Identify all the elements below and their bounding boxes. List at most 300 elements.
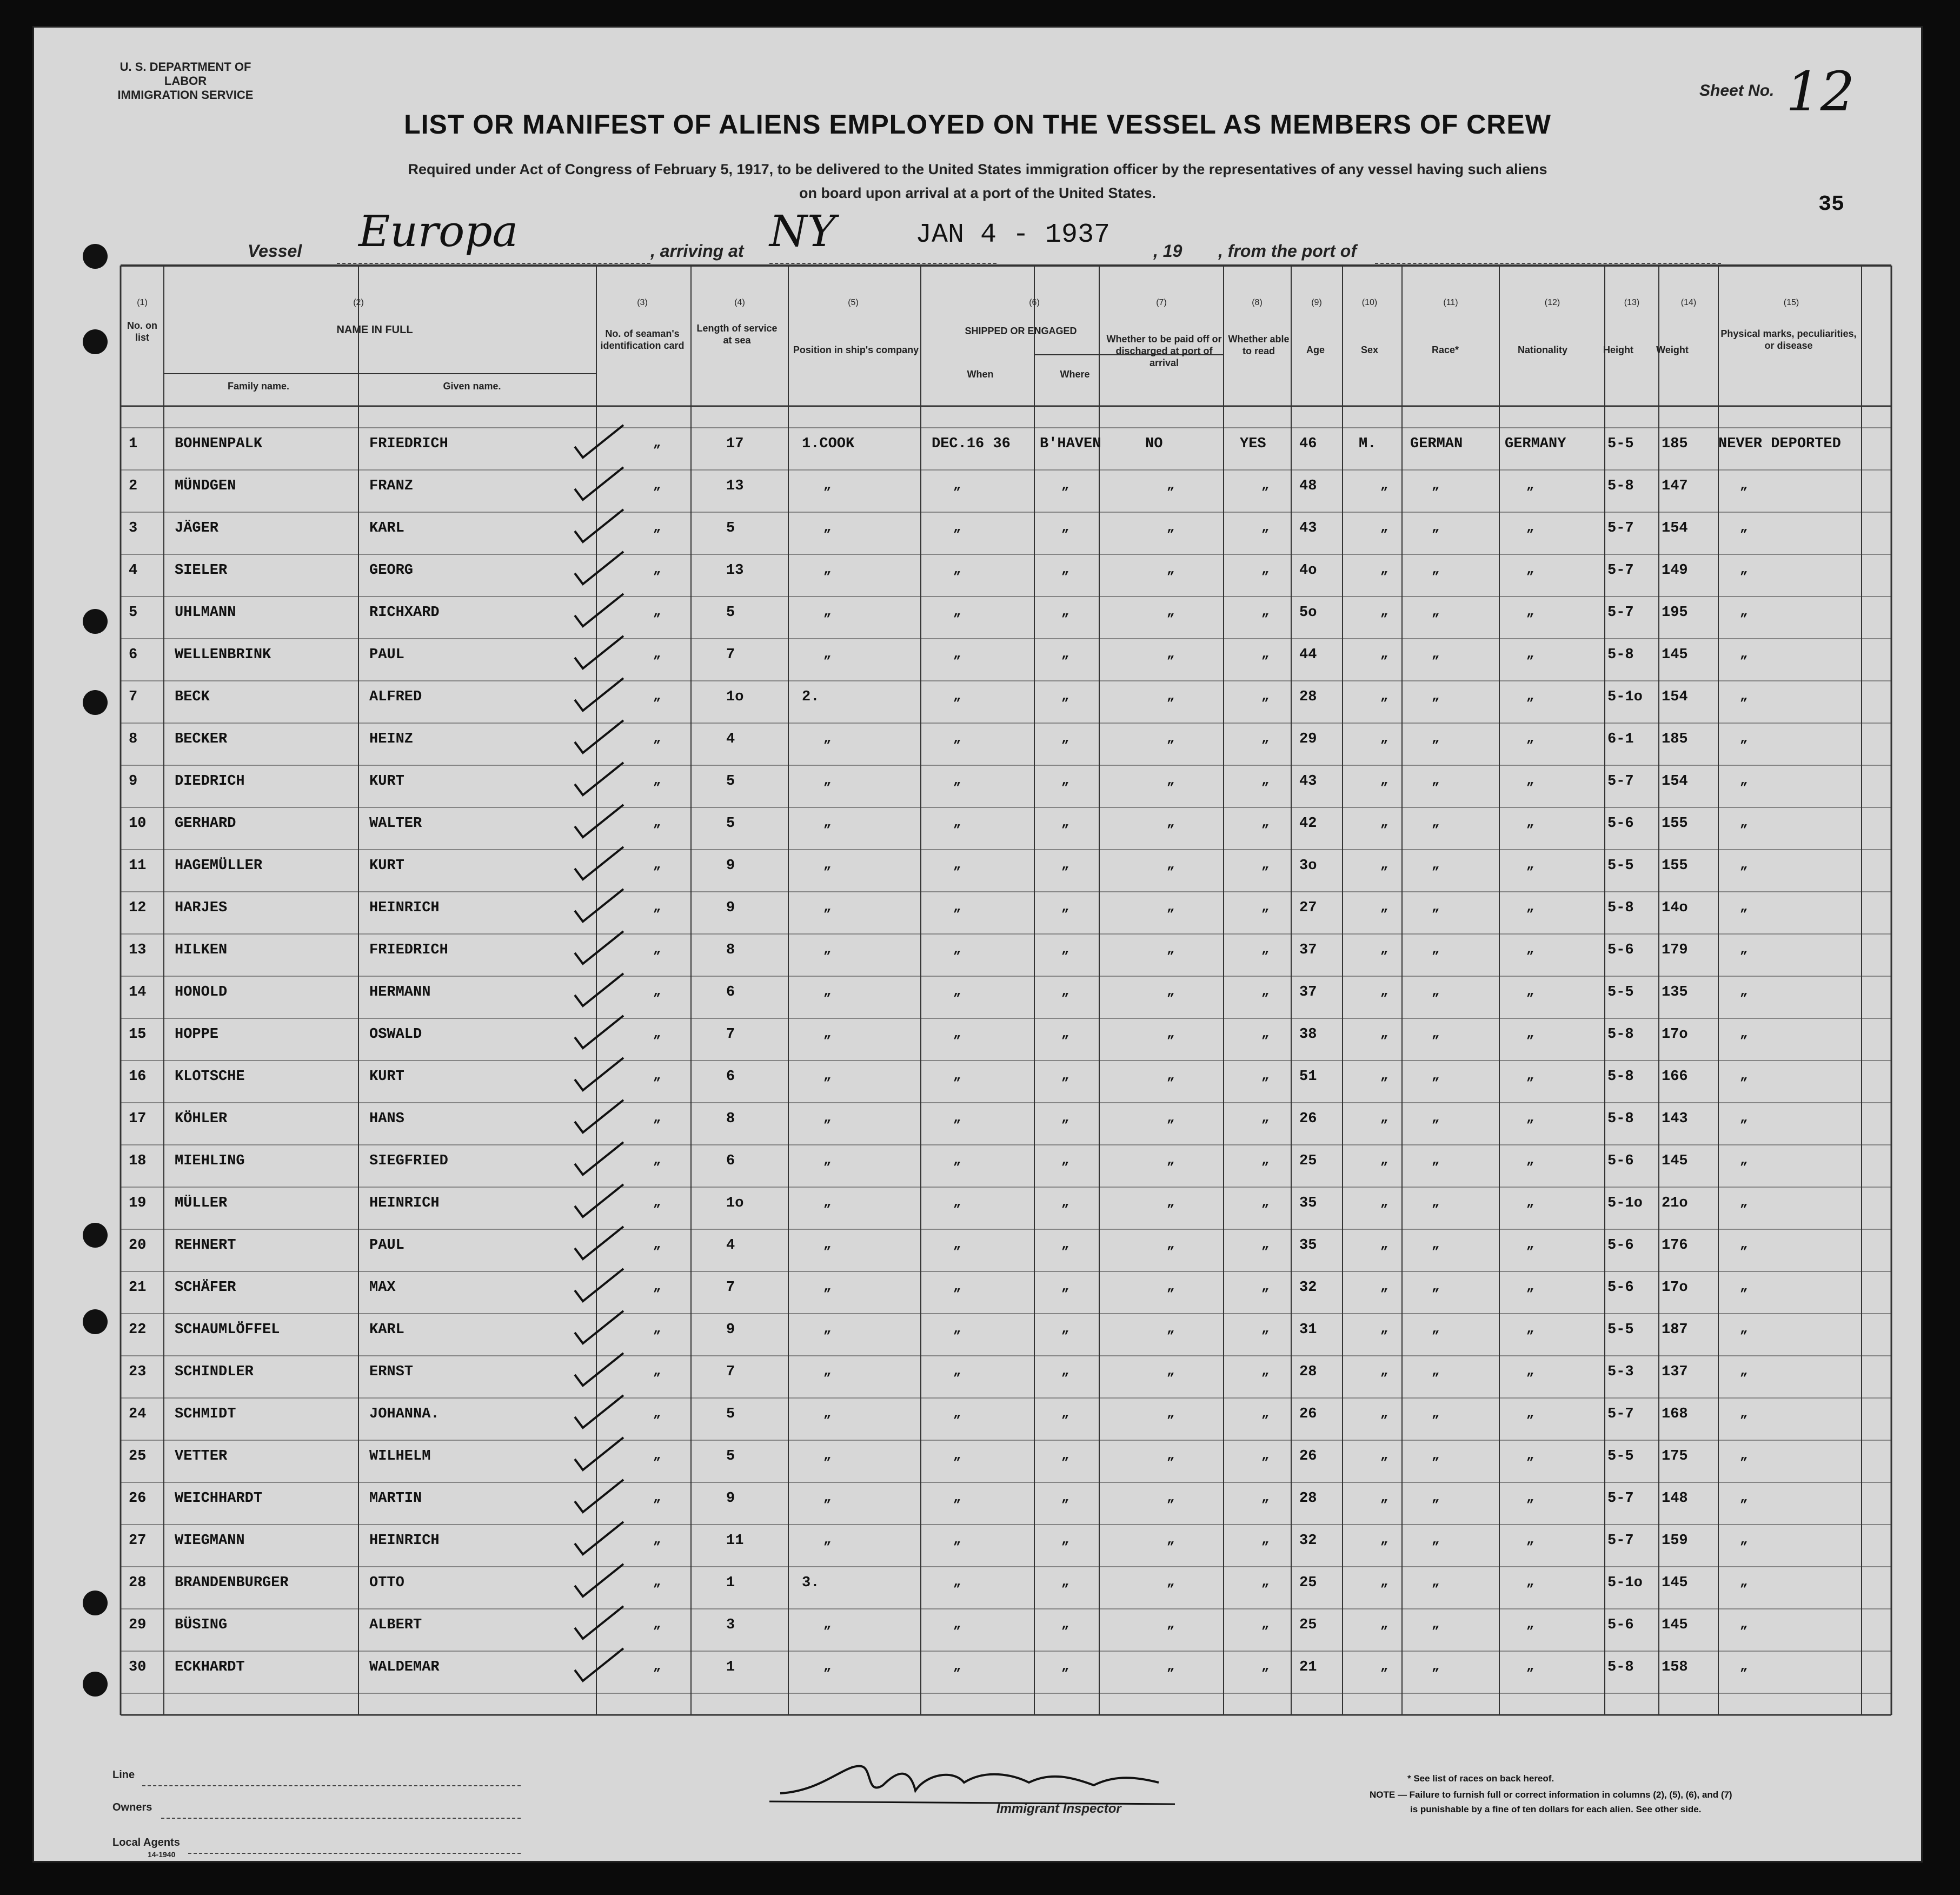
check-mark <box>575 931 623 964</box>
cell-sex: „ <box>1380 1069 1388 1083</box>
cell-age: 31 <box>1299 1322 1317 1338</box>
footnote-races: * See list of races on back hereof. <box>1407 1773 1554 1784</box>
cell-position: „ <box>823 1069 832 1083</box>
cell-card: „ <box>653 1659 661 1674</box>
cell-given: RICHXARD <box>369 605 440 621</box>
cell-position: „ <box>823 900 832 915</box>
cell-position: „ <box>823 731 832 746</box>
cell-read: „ <box>1261 478 1270 493</box>
cell-paid: „ <box>1167 900 1175 915</box>
cell-service: 7 <box>726 1364 735 1380</box>
cell-race: „ <box>1432 1490 1440 1505</box>
cell-read: „ <box>1261 1069 1270 1083</box>
check-mark <box>575 973 623 1006</box>
cell-physical: NEVER DEPORTED <box>1718 436 1841 452</box>
cell-race: „ <box>1432 1575 1440 1589</box>
cell-no: 26 <box>129 1490 147 1507</box>
cell-family: SCHINDLER <box>175 1364 254 1380</box>
cell-read: „ <box>1261 1617 1270 1632</box>
cell-position: „ <box>823 1490 832 1505</box>
cell-read: „ <box>1261 1659 1270 1674</box>
check-mark <box>575 1058 623 1090</box>
cell-nationality: „ <box>1526 1322 1534 1336</box>
cell-read: „ <box>1261 942 1270 957</box>
cell-weight: 145 <box>1662 1617 1688 1633</box>
cell-paid: „ <box>1167 816 1175 830</box>
cell-family: HAGEMÜLLER <box>175 858 263 874</box>
cell-race: „ <box>1432 1153 1440 1168</box>
cell-given: MAX <box>369 1280 396 1296</box>
cell-family: MIEHLING <box>175 1153 245 1169</box>
cell-position: „ <box>823 562 832 577</box>
cell-card: „ <box>653 520 661 535</box>
cell-age: 28 <box>1299 1490 1317 1507</box>
cell-when: „ <box>953 900 961 915</box>
cell-physical: „ <box>1740 1153 1748 1168</box>
cell-card: „ <box>653 1533 661 1547</box>
cell-service: 7 <box>726 1280 735 1296</box>
check-mark <box>575 1437 623 1470</box>
check-mark <box>575 636 623 668</box>
cell-race: „ <box>1432 478 1440 493</box>
cell-family: GERHARD <box>175 816 236 832</box>
cell-physical: „ <box>1740 1490 1748 1505</box>
cell-no: 4 <box>129 562 138 579</box>
cell-height: 5-6 <box>1607 1237 1634 1254</box>
cell-service: 5 <box>726 520 735 536</box>
cell-family: BRANDENBURGER <box>175 1575 289 1591</box>
cell-paid: „ <box>1167 858 1175 872</box>
cell-given: HEINRICH <box>369 900 440 916</box>
cell-paid: NO <box>1145 436 1163 452</box>
cell-when: „ <box>953 1364 961 1379</box>
cell-sex: M. <box>1359 436 1377 452</box>
cell-age: 26 <box>1299 1406 1317 1422</box>
cell-when: „ <box>953 731 961 746</box>
cell-when: „ <box>953 1448 961 1463</box>
cell-read: „ <box>1261 1153 1270 1168</box>
cell-sex: „ <box>1380 1533 1388 1547</box>
cell-sex: „ <box>1380 942 1388 957</box>
cell-when: „ <box>953 984 961 999</box>
cell-age: 43 <box>1299 520 1317 536</box>
cell-no: 28 <box>129 1575 147 1591</box>
cell-where: „ <box>1061 1111 1069 1125</box>
cell-service: 4 <box>726 1237 735 1254</box>
cell-service: 6 <box>726 1153 735 1169</box>
cell-card: „ <box>653 605 661 619</box>
cell-read: „ <box>1261 1533 1270 1547</box>
cell-sex: „ <box>1380 1195 1388 1210</box>
header-physical-marks: Physical marks, peculiarities, or disease <box>1720 328 1857 351</box>
cell-no: 21 <box>129 1280 147 1296</box>
cell-age: 48 <box>1299 478 1317 494</box>
cell-read: „ <box>1261 647 1270 661</box>
cell-service: 7 <box>726 1026 735 1043</box>
cell-position: „ <box>823 520 832 535</box>
cell-when: „ <box>953 1111 961 1125</box>
column-number: (14) <box>1680 298 1697 307</box>
cell-physical: „ <box>1740 1575 1748 1589</box>
cell-position: „ <box>823 1237 832 1252</box>
cell-height: 5-8 <box>1607 478 1634 494</box>
cell-race: „ <box>1432 1195 1440 1210</box>
cell-weight: 158 <box>1662 1659 1688 1675</box>
cell-position: „ <box>823 1195 832 1210</box>
cell-age: 26 <box>1299 1448 1317 1465</box>
stamp-number: 35 <box>1818 193 1845 217</box>
header-race: Race* <box>1431 344 1459 355</box>
cell-position: „ <box>823 1617 832 1632</box>
cell-race: „ <box>1432 731 1440 746</box>
cell-physical: „ <box>1740 1448 1748 1463</box>
cell-read: „ <box>1261 1195 1270 1210</box>
cell-family: WELLENBRINK <box>175 647 271 663</box>
cell-physical: „ <box>1740 1026 1748 1041</box>
cell-age: 44 <box>1299 647 1317 663</box>
cell-physical: „ <box>1740 1659 1748 1674</box>
cell-family: HILKEN <box>175 942 228 958</box>
cell-sex: „ <box>1380 984 1388 999</box>
check-mark <box>575 678 623 711</box>
column-number: (4) <box>734 298 745 307</box>
cell-family: SCHÄFER <box>175 1280 236 1296</box>
cell-sex: „ <box>1380 731 1388 746</box>
cell-card: „ <box>653 1490 661 1505</box>
cell-card: „ <box>653 478 661 493</box>
cell-nationality: „ <box>1526 1195 1534 1210</box>
cell-card: „ <box>653 1448 661 1463</box>
cell-service: 13 <box>726 478 744 494</box>
cell-read: „ <box>1261 1490 1270 1505</box>
cell-age: 25 <box>1299 1617 1317 1633</box>
cell-family: HOPPE <box>175 1026 219 1043</box>
cell-position: „ <box>823 858 832 872</box>
cell-physical: „ <box>1740 1322 1748 1336</box>
cell-given: MARTIN <box>369 1490 422 1507</box>
punch-hole <box>83 1591 108 1615</box>
cell-card: „ <box>653 984 661 999</box>
cell-sex: „ <box>1380 1237 1388 1252</box>
cell-age: 28 <box>1299 1364 1317 1380</box>
cell-where: „ <box>1061 1533 1069 1547</box>
cell-race: „ <box>1432 816 1440 830</box>
cell-where: „ <box>1061 773 1069 788</box>
subtitle-line-2: on board upon arrival at a port of the United States. <box>799 185 1157 201</box>
cell-where: „ <box>1061 1659 1069 1674</box>
cell-race: „ <box>1432 942 1440 957</box>
cell-physical: „ <box>1740 1195 1748 1210</box>
header-weight: Weight <box>1656 344 1689 355</box>
cell-paid: „ <box>1167 1406 1175 1421</box>
cell-when: „ <box>953 689 961 704</box>
column-number: (15) <box>1783 298 1799 307</box>
cell-where: „ <box>1061 1575 1069 1589</box>
cell-paid: „ <box>1167 1026 1175 1041</box>
cell-no: 23 <box>129 1364 147 1380</box>
cell-where: „ <box>1061 1322 1069 1336</box>
cell-sex: „ <box>1380 1322 1388 1336</box>
cell-height: 5-7 <box>1607 1406 1634 1422</box>
cell-sex: „ <box>1380 605 1388 619</box>
vessel-name: Europa <box>358 206 519 256</box>
cell-race: „ <box>1432 1406 1440 1421</box>
cell-age: 51 <box>1299 1069 1317 1085</box>
cell-physical: „ <box>1740 1111 1748 1125</box>
cell-family: DIEDRICH <box>175 773 245 790</box>
header-nationality: Nationality <box>1517 344 1567 355</box>
cell-where: „ <box>1061 1026 1069 1041</box>
cell-service: 13 <box>726 562 744 579</box>
cell-weight: 147 <box>1662 478 1688 494</box>
cell-age: 35 <box>1299 1237 1317 1254</box>
cell-where: „ <box>1061 1406 1069 1421</box>
cell-nationality: „ <box>1526 900 1534 915</box>
cell-card: „ <box>653 1153 661 1168</box>
cell-given: JOHANNA. <box>369 1406 440 1422</box>
check-mark <box>575 552 623 584</box>
cell-sex: „ <box>1380 1026 1388 1041</box>
cell-no: 5 <box>129 605 138 621</box>
cell-nationality: „ <box>1526 520 1534 535</box>
cell-given: HEINZ <box>369 731 414 747</box>
column-number: (10) <box>1361 298 1378 307</box>
header-given-name: Given name. <box>443 381 501 392</box>
cell-no: 24 <box>129 1406 147 1422</box>
cell-service: 1o <box>726 1195 744 1211</box>
cell-physical: „ <box>1740 816 1748 830</box>
cell-physical: „ <box>1740 1533 1748 1547</box>
cell-family: MÜLLER <box>175 1195 228 1211</box>
cell-given: SIEGFRIED <box>369 1153 448 1169</box>
cell-paid: „ <box>1167 1617 1175 1632</box>
cell-weight: 145 <box>1662 1153 1688 1169</box>
cell-no: 3 <box>129 520 138 536</box>
header-shipped-engaged: SHIPPED OR ENGAGED <box>965 326 1077 336</box>
check-mark <box>575 720 623 753</box>
cell-weight: 185 <box>1662 731 1688 747</box>
cell-where: „ <box>1061 1617 1069 1632</box>
cell-height: 5-6 <box>1607 816 1634 832</box>
cell-physical: „ <box>1740 773 1748 788</box>
column-number: (6) <box>1029 298 1040 307</box>
agency-line-2: IMMIGRATION SERVICE <box>117 88 254 102</box>
cell-where: „ <box>1061 731 1069 746</box>
cell-height: 5-8 <box>1607 1659 1634 1675</box>
cell-paid: „ <box>1167 1448 1175 1463</box>
cell-paid: „ <box>1167 1237 1175 1252</box>
cell-weight: 143 <box>1662 1111 1688 1127</box>
cell-family: KLOTSCHE <box>175 1069 245 1085</box>
cell-when: „ <box>953 816 961 830</box>
cell-where: „ <box>1061 689 1069 704</box>
inspector-signature <box>759 1753 1186 1818</box>
cell-height: 5-7 <box>1607 1533 1634 1549</box>
cell-where: „ <box>1061 858 1069 872</box>
cell-where: „ <box>1061 647 1069 661</box>
cell-when: „ <box>953 858 961 872</box>
cell-age: 28 <box>1299 689 1317 705</box>
cell-family: VETTER <box>175 1448 228 1465</box>
cell-card: „ <box>653 1280 661 1294</box>
cell-given: FRIEDRICH <box>369 436 448 452</box>
cell-service: 8 <box>726 942 735 958</box>
punch-hole <box>83 329 108 354</box>
check-mark <box>575 509 623 542</box>
cell-race: „ <box>1432 605 1440 619</box>
cell-height: 5-5 <box>1607 984 1634 1000</box>
cell-service: 11 <box>726 1533 744 1549</box>
cell-service: 5 <box>726 605 735 621</box>
cell-height: 5-7 <box>1607 520 1634 536</box>
punch-hole <box>83 244 108 269</box>
cell-race: „ <box>1432 1659 1440 1674</box>
cell-race: GERMAN <box>1410 436 1463 452</box>
year-label: , 19 <box>1153 241 1182 261</box>
cell-family: BOHNENPALK <box>175 436 263 452</box>
cell-read: „ <box>1261 1406 1270 1421</box>
cell-weight: 168 <box>1662 1406 1688 1422</box>
cell-card: „ <box>653 773 661 788</box>
cell-height: 5-7 <box>1607 562 1634 579</box>
cell-service: 1 <box>726 1659 735 1675</box>
cell-position: „ <box>823 1448 832 1463</box>
sheet-number: 12 <box>1786 60 1855 123</box>
cell-no: 8 <box>129 731 138 747</box>
cell-given: WALTER <box>369 816 422 832</box>
cell-read: „ <box>1261 1364 1270 1379</box>
cell-service: 7 <box>726 647 735 663</box>
cell-age: 5o <box>1299 605 1317 621</box>
cell-height: 5-5 <box>1607 1448 1634 1465</box>
cell-height: 5-6 <box>1607 942 1634 958</box>
cell-read: „ <box>1261 858 1270 872</box>
cell-where: „ <box>1061 1195 1069 1210</box>
check-mark <box>575 594 623 626</box>
cell-nationality: GERMANY <box>1505 436 1566 452</box>
cell-weight: 17o <box>1662 1026 1688 1043</box>
punch-hole <box>83 609 108 634</box>
cell-given: HEINRICH <box>369 1533 440 1549</box>
header-no-on-list: No. on list <box>127 320 157 343</box>
cell-nationality: „ <box>1526 1237 1534 1252</box>
cell-position: 3. <box>802 1575 820 1591</box>
cell-family: JÄGER <box>175 520 219 536</box>
cell-service: 6 <box>726 1069 735 1085</box>
cell-card: „ <box>653 647 661 661</box>
cell-family: SIELER <box>175 562 228 579</box>
cell-paid: „ <box>1167 773 1175 788</box>
cell-family: SCHAUMLÖFFEL <box>175 1322 280 1338</box>
cell-paid: „ <box>1167 984 1175 999</box>
cell-age: 4o <box>1299 562 1317 579</box>
cell-given: WILHELM <box>369 1448 431 1465</box>
cell-given: ALBERT <box>369 1617 422 1633</box>
cell-position: „ <box>823 647 832 661</box>
cell-physical: „ <box>1740 858 1748 872</box>
cell-weight: 185 <box>1662 436 1688 452</box>
cell-weight: 195 <box>1662 605 1688 621</box>
cell-service: 5 <box>726 1448 735 1465</box>
footer-agents-label: Local Agents <box>112 1837 180 1848</box>
cell-no: 11 <box>129 858 147 874</box>
cell-card: „ <box>653 1406 661 1421</box>
cell-weight: 159 <box>1662 1533 1688 1549</box>
cell-when: „ <box>953 1575 961 1589</box>
cell-age: 43 <box>1299 773 1317 790</box>
cell-position: „ <box>823 605 832 619</box>
cell-read: „ <box>1261 1575 1270 1589</box>
cell-read: „ <box>1261 1448 1270 1463</box>
cell-no: 27 <box>129 1533 147 1549</box>
cell-nationality: „ <box>1526 1406 1534 1421</box>
cell-weight: 149 <box>1662 562 1688 579</box>
header-sex: Sex <box>1360 344 1379 355</box>
cell-age: 32 <box>1299 1533 1317 1549</box>
cell-weight: 137 <box>1662 1364 1688 1380</box>
cell-race: „ <box>1432 1237 1440 1252</box>
cell-height: 5-7 <box>1607 605 1634 621</box>
cell-read: „ <box>1261 773 1270 788</box>
cell-sex: „ <box>1380 520 1388 535</box>
cell-read: „ <box>1261 1280 1270 1294</box>
cell-race: „ <box>1432 562 1440 577</box>
cell-service: 1 <box>726 1575 735 1591</box>
vessel-label: Vessel <box>248 241 302 261</box>
cell-given: OSWALD <box>369 1026 422 1043</box>
cell-card: „ <box>653 1617 661 1632</box>
cell-age: 37 <box>1299 942 1317 958</box>
cell-nationality: „ <box>1526 1280 1534 1294</box>
cell-paid: „ <box>1167 478 1175 493</box>
cell-where: „ <box>1061 478 1069 493</box>
cell-paid: „ <box>1167 1575 1175 1589</box>
cell-card: „ <box>653 1026 661 1041</box>
header-able-read: Whether able to read <box>1228 334 1290 356</box>
cell-where: „ <box>1061 1448 1069 1463</box>
cell-when: „ <box>953 1280 961 1294</box>
header-length-service: Length of service at sea <box>696 323 778 346</box>
cell-height: 6-1 <box>1607 731 1634 747</box>
cell-no: 19 <box>129 1195 147 1211</box>
footer-owners-label: Owners <box>112 1801 152 1813</box>
cell-race: „ <box>1432 1448 1440 1463</box>
cell-when: „ <box>953 647 961 661</box>
footer-agents-field <box>188 1837 521 1854</box>
cell-height: 5-7 <box>1607 773 1634 790</box>
cell-card: „ <box>653 1111 661 1125</box>
cell-given: KURT <box>369 773 404 790</box>
cell-age: 26 <box>1299 1111 1317 1127</box>
cell-family: MÜNDGEN <box>175 478 236 494</box>
cell-height: 5-3 <box>1607 1364 1634 1380</box>
cell-no: 16 <box>129 1069 147 1085</box>
cell-race: „ <box>1432 1111 1440 1125</box>
column-number: (11) <box>1443 298 1458 307</box>
cell-no: 12 <box>129 900 147 916</box>
column-number: (1) <box>137 298 148 307</box>
cell-no: 13 <box>129 942 147 958</box>
cell-sex: „ <box>1380 773 1388 788</box>
cell-no: 29 <box>129 1617 147 1633</box>
cell-height: 5-5 <box>1607 858 1634 874</box>
cell-nationality: „ <box>1526 942 1534 957</box>
cell-paid: „ <box>1167 1069 1175 1083</box>
cell-paid: „ <box>1167 1280 1175 1294</box>
cell-sex: „ <box>1380 1659 1388 1674</box>
header-position: Position in ship's company <box>793 344 919 355</box>
cell-card: „ <box>653 1322 661 1336</box>
